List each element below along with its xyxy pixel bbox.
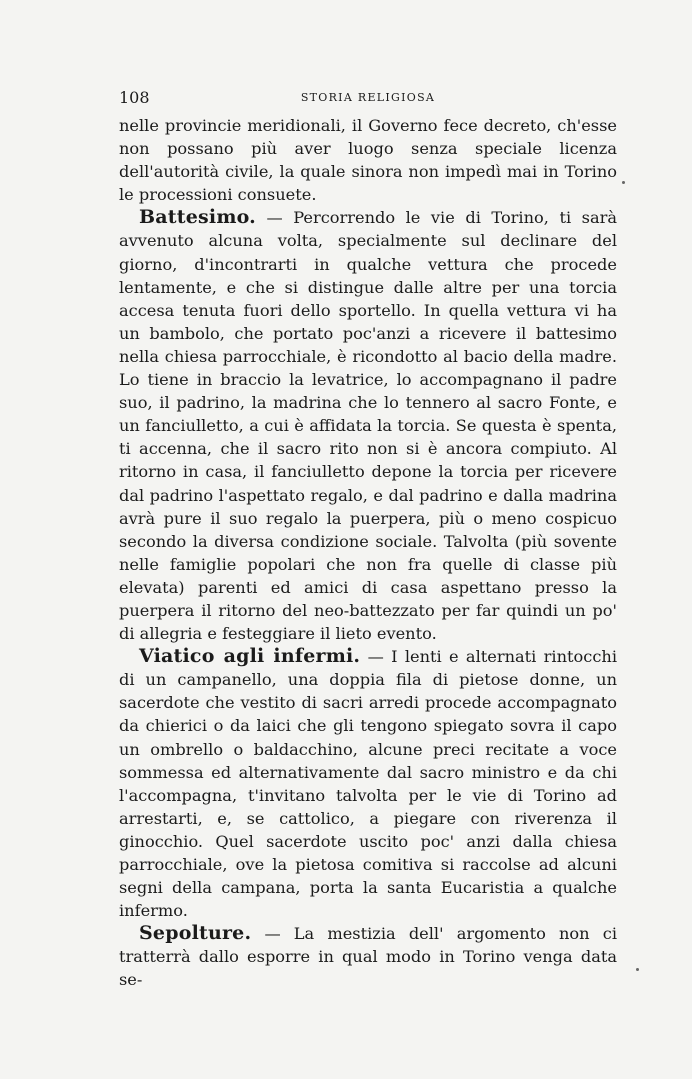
paragraph-text: — La mestizia dell' argomento non ci tratterrà dallo esporre in qual modo in Torino venga data se- <box>119 924 617 990</box>
paragraph-text: — Percorrendo le vie di Torino, ti sarà avvenuto alcuna volta, specialmente sul declinare del giorno, d'incontrarti in qualche vettura che procede lentamente, e che si distingue dalle altre per una torcia accesa tenuta fuori dello sportello. In quella vettura vi ha un bambolo, che portato poc'anzi a ricevere il battesimo nella chiesa parrocchiale, è ricondotto al bacio della madre. Lo tiene in braccio la levatrice, lo accompagnano il padre suo, il padrino, la madrina che lo tennero al sacro Fonte, e un fanciulletto, a cui è affidata la torcia. Se questa è spenta, ti accenna, che il sacro rito non si è ancora compiuto. Al ritorno in casa, il fanciulletto depone la torcia per ricevere dal padrino l'aspettato regalo, e dal padrino e dalla madrina avrà pure il suo regalo la puerpera, più o meno cospicuo secondo la diversa condizione sociale. Talvolta (più sovente nelle famiglie popolari che non fra quelle di classe più elevata) parenti ed amici di casa aspettano presso la puerpera il ritorno del neo-battezzato per far quindi un po' di allegria e festeggiare il lieto evento. <box>119 208 617 644</box>
section-heading-sepolture: Sepolture. <box>139 922 252 945</box>
running-title: STORIA RELIGIOSA <box>300 91 436 104</box>
page-number: 108 <box>119 88 150 107</box>
paragraph-text: — I lenti e alternati rintocchi di un campanello, una doppia fila di pietose donne, un sacerdote che vestito di sacri arredi procede accompagnato da chierici o da laici che gli tengono spiegato sovra il capo un ombrello o baldacchino, alcune preci recitate a voce sommessa ed alternativamente dal sacro ministro e da chi l'accompagna, t'invitano talvolta per le vie di Torino ad arrestarti, e, se cattolico, a piegare con riverenza il ginocchio. Quel sacerdote uscito poc' anzi dalla chiesa parrocchiale, ove la pietosa comitiva si raccolse ad alcuni segni della campana, porta la santa Eucaristia a qualche infermo. <box>119 647 617 921</box>
section-heading-battesimo: Battesimo. <box>139 206 256 229</box>
paragraph-processioni <box>119 114 617 206</box>
paragraph-text: nelle provincie meridionali, il Governo fece decreto, ch'esse non possano più aver luogo senza speciale licenza dell'autorità civile, la quale sinora non impedì mai in Torino le processioni consuete. <box>119 116 617 205</box>
section-heading-viatico: Viatico agli infermi. <box>139 645 361 668</box>
paper-speck <box>636 968 639 971</box>
paragraph-battesimo <box>119 206 617 645</box>
page-header <box>119 88 617 110</box>
paragraph-viatico <box>119 645 617 922</box>
paper-speck <box>622 181 625 184</box>
paragraph-sepolture <box>119 922 617 991</box>
body-text <box>119 114 617 992</box>
